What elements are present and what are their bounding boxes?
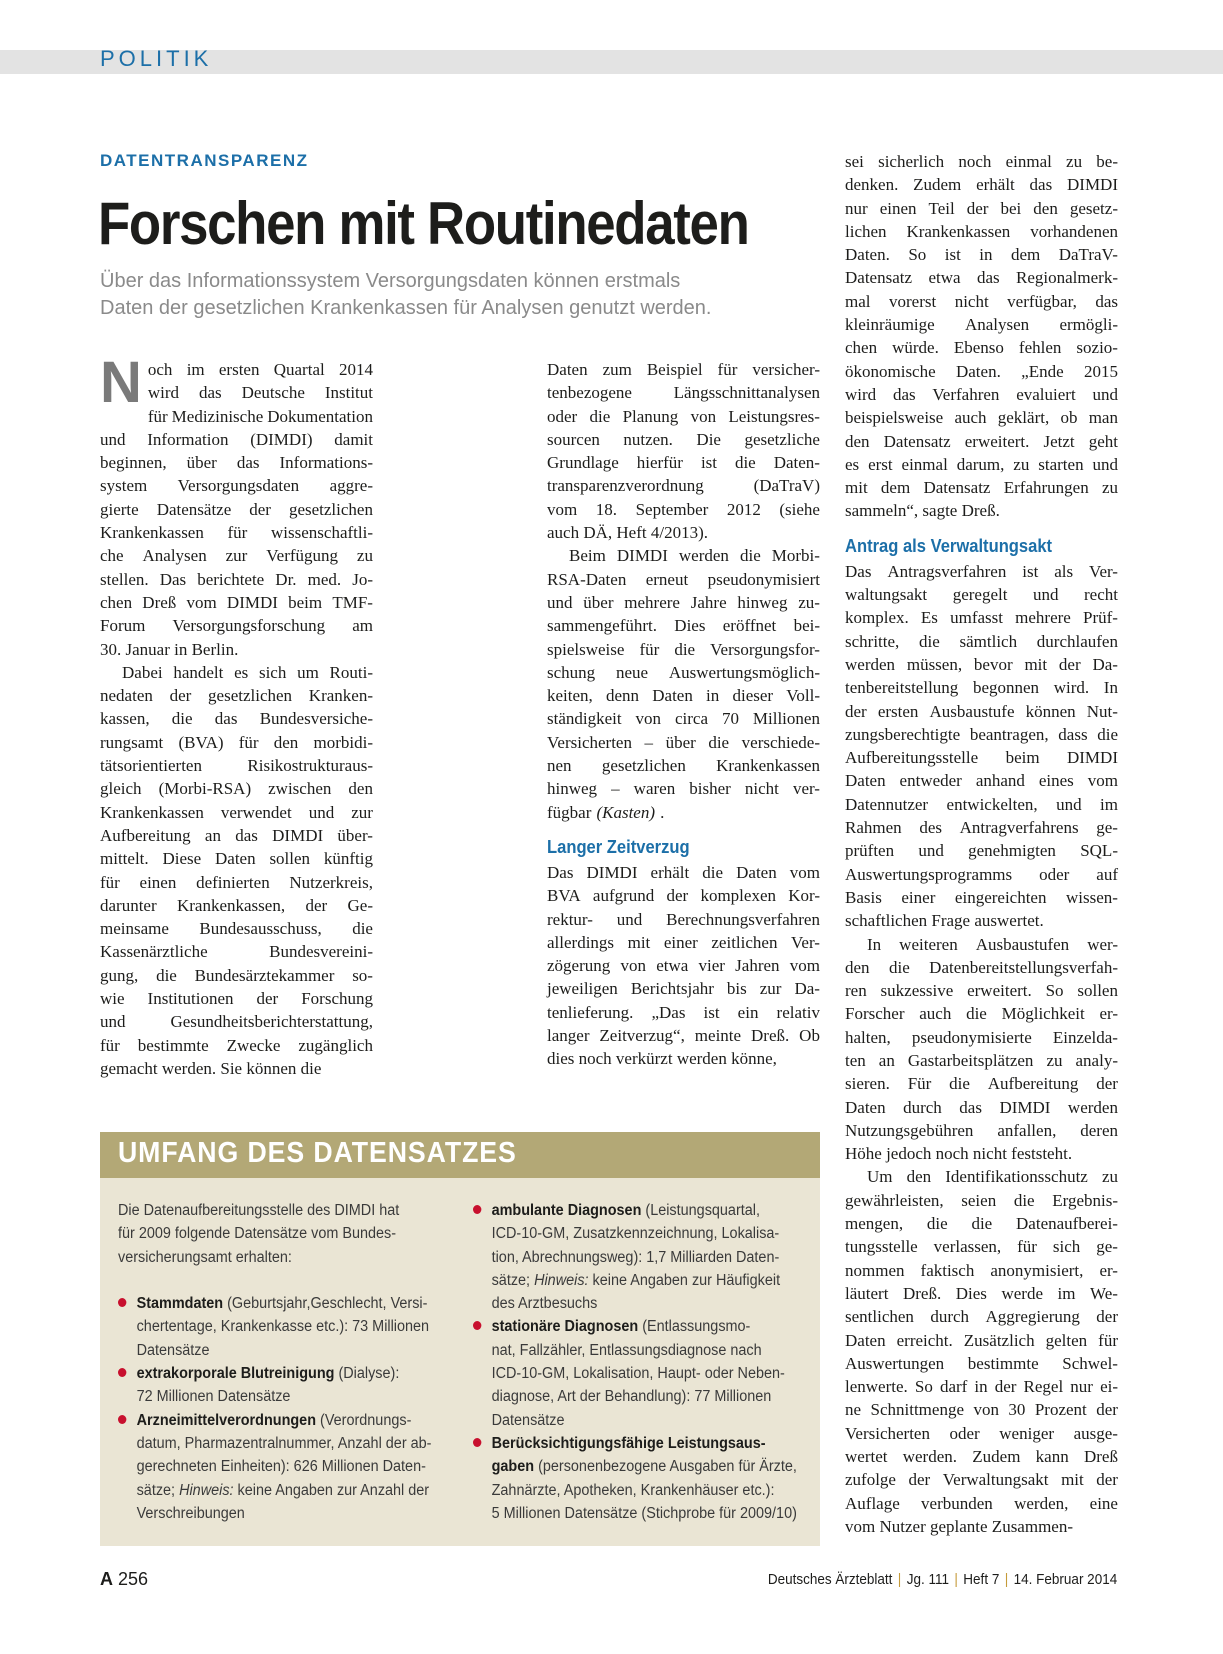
- box-item-arzneimittel: Arzneimittelverordnungen (Verordnungs-: [118, 1409, 425, 1432]
- text-line: halten, pseudonymisierte Einzelda-: [845, 1027, 1118, 1047]
- column-3-text-a: [845, 150, 1118, 523]
- text-line: allerdings mit einer zeitlichen Ver-: [547, 932, 820, 952]
- text-line: meinsame Bundesausschuss, die: [100, 919, 373, 939]
- journal-issue: Heft 7: [963, 1571, 1000, 1588]
- box-item-leistungsausgaben: Berücksichtigungsfähige Leistungsaus-: [473, 1432, 794, 1455]
- text-line: den Datensatz erweitert. Jetzt geht: [845, 431, 1118, 451]
- text-line: Kassenärztliche Bundesvereini-: [100, 942, 373, 962]
- text-line: 30. Januar in Berlin.: [100, 639, 239, 659]
- text-line: läutert Dreß. Dies werde im We-: [845, 1283, 1118, 1303]
- text-line: stellen. Das berichtete Dr. med. Jo-: [100, 569, 373, 589]
- text-line: schaftlichen Frage auswertet.: [845, 911, 1044, 931]
- text-line: chen würde. Ebenso fehlen sozio-: [845, 338, 1118, 358]
- text-line: langer Zeitverzug“, meinte Dreß. Ob: [547, 1026, 820, 1046]
- text-line: Daten. So ist in dem DaTraV-: [845, 245, 1118, 265]
- text-line: Das DIMDI erhält die Daten vom: [547, 862, 820, 882]
- text-line: RSA-Daten erneut pseudonymisiert: [547, 569, 820, 589]
- text-line: zufolge der Verwaltungsakt mit der: [845, 1470, 1118, 1490]
- page-number: A 256: [100, 1569, 149, 1589]
- text-line: transparenzverordnung (DaTraV): [547, 476, 820, 496]
- journal-name: Deutsches Ärzteblatt: [767, 1571, 893, 1588]
- text-line: Krankenkassen für wissenschaftli-: [100, 523, 373, 543]
- journal-date: 14. Februar 2014: [1013, 1571, 1117, 1588]
- info-box-column-1: Die Datenaufbereitungsstelle des DIMDI hat für 2009 folgende Datensätze vom Bundes- versicherungsamt erhalten: Stammdaten (Geburtsjahr,Geschlecht, Versi- chertentage, Krankenkasse etc.): 73 Millionen Datensätze extrakorporale Blutreinigung (Dialyse): 72 Millionen Datensätze Arzneimittelverordnungen (Verordnungs- datum, Pharmazentralnummer, Anzahl der ab- gerechneten Einheiten): 626 Millionen Daten- sätze; Hinweis: keine Angaben zur Anzahl der Verschreibungen: [118, 1199, 425, 1525]
- text-line: und Information (DIMDI) damit: [100, 429, 373, 449]
- separator: |: [1004, 1571, 1009, 1588]
- text-line: Auswertungsprogramms oder auf: [845, 864, 1118, 884]
- bullet-icon: [473, 1321, 481, 1330]
- text-line: Daten entweder anhand eines vom: [845, 771, 1118, 791]
- text-line: och im ersten Quartal 2014: [147, 360, 373, 379]
- text-line: prüften und genehmigten SQL-: [845, 841, 1118, 861]
- text-line: zungsberechtigte beantragen, dass die: [845, 724, 1118, 744]
- text-line: BVA aufgrund der komplexen Kor-: [547, 886, 820, 906]
- text-line: gewährleisten, seien die Ergebnis-: [845, 1190, 1118, 1210]
- text-line: chen Dreß vom DIMDI beim TMF-: [100, 592, 373, 612]
- text-line: denken. Zudem erhält das DIMDI: [845, 175, 1118, 195]
- text-line: beispielsweise auch geklärt, ob man: [845, 408, 1118, 428]
- text-line: mit dem Datensatz Erfahrungen zu: [845, 478, 1118, 498]
- text-line: Daten durch das DIMDI werden: [845, 1097, 1118, 1117]
- bullet-icon: [473, 1205, 481, 1214]
- text-line: Nutzungsgebühren anfallen, deren: [845, 1120, 1118, 1140]
- text-line: rektur- und Berechnungsverfahren: [547, 909, 820, 929]
- kasten-reference[interactable]: (Kasten): [596, 802, 656, 822]
- box-item-blutreinigung: extrakorporale Blutreinigung (Dialyse):: [118, 1362, 425, 1385]
- article-subtitle: [100, 268, 840, 322]
- subhead-antrag-als-verwaltungsakt: Antrag als Verwaltungsakt: [845, 535, 1053, 556]
- text-line: jeweiligen Berichtsjahr bis zur Da-: [547, 979, 820, 999]
- text-line: nur einen Teil der bei den gesetz-: [845, 198, 1118, 218]
- text-line: lenwerte. So darf in der Regel nur ei-: [845, 1377, 1118, 1397]
- text-line: In weiteren Ausbaustufen wer-: [867, 934, 1118, 954]
- text-line: ten an Gastarbeitsplätzen zu analy-: [845, 1050, 1118, 1070]
- text-line: hinweg – waren bisher nicht ver-: [547, 779, 820, 799]
- text-line: für bestimmte Zwecke zugänglich: [100, 1035, 373, 1055]
- article-column-1: [100, 350, 373, 1080]
- text-line: waltungsakt geregelt und recht: [845, 585, 1118, 605]
- text-line: Krankenkassen verwendet und zur: [100, 802, 373, 822]
- text-line: auch DÄ, Heft 4/2013).: [547, 523, 708, 543]
- text-line: lichen Krankenkassen vorhandenen: [845, 221, 1118, 241]
- text-line: schung neue Auswertungsmöglich-: [547, 662, 820, 682]
- text-line: Auswertungen bestimmte Schwel-: [845, 1353, 1118, 1373]
- text-line: ökonomische Daten. „Ende 2015: [845, 361, 1118, 381]
- column-1-text: [100, 350, 373, 1080]
- text-line: spielsweise für die Versorgungsfor-: [547, 639, 820, 659]
- text-line: komplex. Es umfasst mehrere Prüf-: [845, 608, 1118, 628]
- text-line: sourcen nutzen. Die gesetzliche: [547, 429, 820, 449]
- text-line: ständigkeit von circa 70 Millionen: [547, 709, 820, 729]
- text-line: system Versorgungsdaten aggre-: [100, 476, 373, 496]
- journal-volume: Jg. 111: [906, 1571, 949, 1588]
- text-line: sieren. Für die Aufbereitung der: [845, 1074, 1118, 1094]
- text-line: keiten, denn Daten in dieser Voll-: [547, 686, 820, 706]
- journal-info: [768, 1571, 1117, 1588]
- text-line: sammeln“, sagte Dreß.: [845, 501, 1000, 521]
- text-line: für Medizinische Dokumentation: [147, 406, 373, 426]
- text-line: den die Datenbereitstellungsverfah-: [845, 957, 1118, 977]
- text-line: Um den Identifikationsschutz zu: [867, 1167, 1118, 1187]
- text-line: tenlieferung. „Das ist ein relativ: [547, 1002, 820, 1022]
- text-line: Dabei handelt es sich um Routi-: [122, 662, 373, 682]
- text-line: werden müssen, bevor mit der Da-: [845, 654, 1118, 674]
- text-line: tungsstelle verlassen, für sich ge-: [845, 1237, 1118, 1257]
- text-line: zögerung von etwa vier Jahren vom: [547, 956, 820, 976]
- text-line: nedaten der gesetzlichen Kranken-: [100, 686, 373, 706]
- text-line: schritte, die sämtlich durchlaufen: [845, 631, 1118, 651]
- subtitle-line: Über das Informationssystem Versorgungsdaten können erstmals: [100, 270, 681, 292]
- text-line: gemacht werden. Sie können die: [100, 1058, 322, 1078]
- text-line: für einen definierten Nutzerkreis,: [100, 872, 373, 892]
- box-item-stammdaten: Stammdaten (Geburtsjahr,Geschlecht, Versi-: [118, 1292, 425, 1315]
- text-line: mengen, die die Datenaufberei-: [845, 1214, 1118, 1234]
- text-line: wertet werden. Zudem kann Dreß: [845, 1447, 1118, 1467]
- info-box-column-2: ambulante Diagnosen (Leistungsquartal, ICD-10-GM, Zusatzkennzeichnung, Lokalisa- tion, Abrechnungsweg): 1,7 Milliarden Daten- sätze; Hinweis: keine Angaben zur Häufigkeit des Arztbesuchs stationäre Diagnosen (Entlassungsmo- nat, Fallzähler, Entlassungsdiagnose nach ICD-10-GM, Lokalisation, Haupt- oder Neben- diagnose, Art der Behandlung): 77 Millionen Datensätze Berücksichtigungsfähige Leistungsaus- gaben (personenbezogene Ausgaben für Ärzte, Zahnärzte, Apotheken, Krankenhäuser etc.): 5 Millionen Datensätze (Stichprobe für 2009/10): [473, 1199, 794, 1525]
- text-line: gleich (Morbi-RSA) zwischen den: [100, 779, 373, 799]
- text-line: Daten zum Beispiel für versicher-: [547, 360, 820, 379]
- text-line: oder die Planung von Leistungsres-: [547, 406, 820, 426]
- text-line: nen gesetzlichen Krankenkassen: [547, 756, 820, 776]
- text-line: mittelt. Diese Daten sollen künftig: [100, 849, 373, 869]
- text-line: Rahmen des Antragverfahrens ge-: [845, 818, 1118, 838]
- article-kicker: DATENTRANSPARENZ: [100, 151, 309, 170]
- text-line: gierte Datensätze der gesetzlichen: [100, 499, 373, 519]
- text-line: mal vorerst nicht verfügbar, das: [845, 291, 1118, 311]
- article-column-2: [547, 358, 820, 1071]
- bullet-icon: [473, 1438, 481, 1447]
- bullet-icon: [118, 1298, 126, 1307]
- text-line: kleinräumige Analysen ermögli-: [845, 315, 1118, 335]
- text-line: che Analysen zur Verfügung zu: [100, 546, 373, 566]
- bullet-icon: [118, 1415, 126, 1424]
- text-line: sei sicherlich noch einmal zu be-: [845, 152, 1118, 171]
- text-line: rungsamt (BVA) für den morbidi-: [100, 732, 373, 752]
- text-line: Versicherten – über die verschiede-: [547, 732, 820, 752]
- subtitle-line: Daten der gesetzlichen Krankenkassen für Analysen genutzt werden.: [100, 297, 712, 319]
- text-line: wird das Verfahren evaluiert und: [845, 384, 1118, 404]
- box-intro-line: für 2009 folgende Datensätze vom Bundes-: [118, 1225, 397, 1243]
- info-box-title: UMFANG DES DATENSATZES: [118, 1137, 517, 1169]
- bullet-icon: [118, 1368, 126, 1377]
- text-line: vom 18. September 2012 (siehe: [547, 499, 820, 519]
- text-line: tenbereitstellung begonnen wird. In: [845, 678, 1118, 698]
- text-line: tenbezogene Längsschnittanalysen: [547, 383, 820, 403]
- subhead-langer-zeitverzug: Langer Zeitverzug: [547, 836, 690, 857]
- text-line: es erst einmal darum, zu starten und: [845, 454, 1118, 474]
- column-3-text-b: [845, 560, 1118, 1538]
- column-2-line: fügbar (Kasten) .: [547, 801, 820, 824]
- box-intro-line: versicherungsamt erhalten:: [118, 1248, 292, 1266]
- text-line: ren sukzessive erweitert. So sollen: [845, 981, 1118, 1001]
- kasten-line-start: fügbar: [547, 802, 592, 822]
- text-line: Forum Versorgungsforschung am: [100, 616, 373, 636]
- text-line: tätsorientierten Risikostrukturaus-: [100, 756, 373, 776]
- text-line: vom Nutzer geplante Zusammen-: [845, 1516, 1074, 1536]
- text-line: Aufbereitungsstelle beim DIMDI: [845, 748, 1118, 768]
- text-line: sammengeführt. Dies eröffnet bei-: [547, 616, 820, 636]
- text-line: der ersten Ausbaustufe können Nut-: [845, 701, 1118, 721]
- text-line: Daten erreicht. Zusätzlich gelten für: [845, 1330, 1118, 1350]
- text-line: ne Schnittmenge von 30 Prozent der: [845, 1400, 1118, 1420]
- text-line: Datensatz etwa das Regionalmerk-: [845, 268, 1118, 288]
- section-label: POLITIK: [100, 46, 213, 71]
- text-line: Das Antragsverfahren ist als Ver-: [845, 561, 1118, 581]
- text-line: Beim DIMDI werden die Morbi-: [569, 546, 820, 566]
- article-title: Forschen mit Routinedaten: [98, 190, 749, 257]
- text-line: Grundlage hierfür ist die Daten-: [547, 453, 820, 473]
- text-line: Datennutzer entwickelten, und im: [845, 794, 1118, 814]
- text-line: dies noch verkürzt werden könne,: [547, 1049, 777, 1069]
- box-item-stationaer: stationäre Diagnosen (Entlassungsmo-: [473, 1315, 794, 1338]
- text-line: kassen, die das Bundesversiche-: [100, 709, 373, 729]
- column-2-text-a: [547, 358, 820, 801]
- box-item-ambulant: ambulante Diagnosen (Leistungsquartal,: [473, 1199, 794, 1222]
- text-line: Forscher auch die Möglichkeit er-: [845, 1004, 1118, 1024]
- drop-cap: N: [100, 350, 142, 415]
- column-2-text-b: [547, 861, 820, 1071]
- text-line: wird das Deutsche Institut: [147, 383, 373, 403]
- separator: |: [897, 1571, 902, 1588]
- text-line: Aufbereitung an das DIMDI über-: [100, 825, 373, 845]
- separator: |: [954, 1571, 958, 1588]
- text-line: Auflage verbunden werden, eine: [845, 1493, 1118, 1513]
- text-line: wie Institutionen der Forschung: [100, 989, 373, 1009]
- text-line: Versicherten oder weniger ausge-: [845, 1423, 1118, 1443]
- text-line: Basis einer eingereichten wissen-: [845, 887, 1118, 907]
- text-line: nommen faktisch anonymisiert, er-: [845, 1260, 1118, 1280]
- text-line: beginnen, über das Informations-: [100, 453, 373, 473]
- text-line: darunter Krankenkassen, der Ge-: [100, 895, 373, 915]
- text-line: gung, die Bundesärztekammer so-: [100, 965, 373, 985]
- text-line: und über mehrere Jahre hinweg zu-: [547, 592, 820, 612]
- text-line: und Gesundheitsberichterstattung,: [100, 1012, 373, 1032]
- box-intro-line: Die Datenaufbereitungsstelle des DIMDI hat: [118, 1202, 400, 1219]
- article-column-3: [845, 150, 1118, 1538]
- text-line: sentlichen durch Aggregierung der: [845, 1307, 1118, 1327]
- text-line: Höhe jedoch noch nicht feststeht.: [845, 1144, 1073, 1164]
